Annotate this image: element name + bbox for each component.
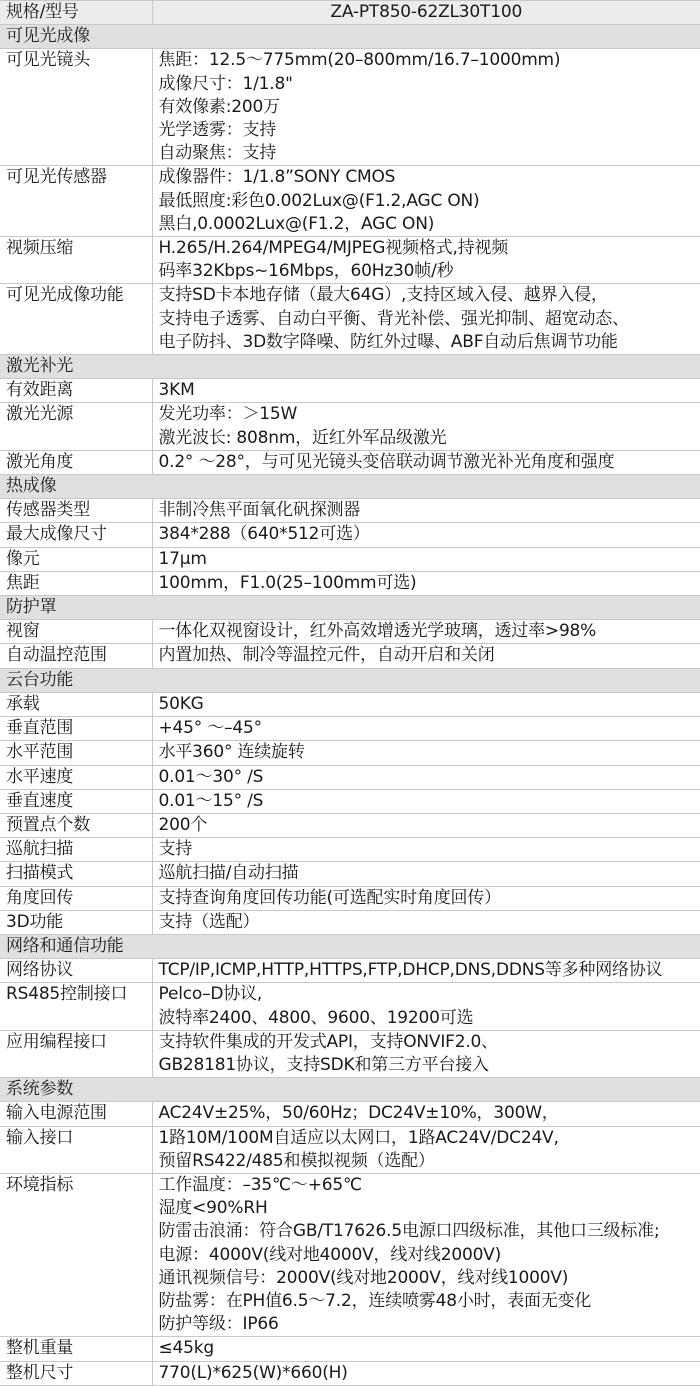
spec-value [152,547,700,571]
spec-label: 传感器类型 [0,499,152,523]
spec-value-line: 防盐雾：在PH值6.5～7.2，连续喷雾48小时，表面无变化 [159,1290,700,1313]
section-header-row [0,596,700,620]
model-value: ZA-PT850-62ZL30T100 [152,1,700,25]
spec-row [0,838,700,862]
spec-label: 视窗 [0,620,152,644]
spec-row [0,620,700,644]
spec-row [0,862,700,886]
spec-row [0,499,700,523]
spec-value [152,499,700,523]
spec-value-line: 焦距：12.5～775mm(20–800mm/16.7–1000mm) [159,49,700,72]
section-title: 热成像 [0,475,700,499]
spec-row [0,717,700,741]
spec-label: 输入电源范围 [0,1102,152,1126]
spec-value [152,166,700,237]
spec-value [152,741,700,765]
spec-value-line: 预留RS422/485和模拟视频（选配） [159,1150,700,1173]
spec-value-line: AC24V±25%，50/60Hz；DC24V±10%，300W， [159,1102,700,1125]
spec-row [0,1126,700,1173]
section-title: 系统参数 [0,1078,700,1102]
spec-label: 垂直速度 [0,789,152,813]
spec-value [152,620,700,644]
spec-value-line: 巡航扫描/自动扫描 [159,862,700,885]
spec-value-line: 0.2° ～28°，与可见光镜头变倍联动调节激光补光角度和强度 [159,451,700,474]
spec-value-line: 17μm [159,548,700,571]
spec-label: 巡航扫描 [0,838,152,862]
spec-value-line: 波特率2400、4800、9600、19200可选 [159,1007,700,1030]
spec-value [152,838,700,862]
spec-value [152,717,700,741]
spec-value-line: 内置加热、制冷等温控元件，自动开启和关闭 [159,644,700,667]
spec-row [0,692,700,716]
spec-row [0,910,700,934]
spec-label: 扫描模式 [0,862,152,886]
spec-value-line: 3KM [159,379,700,402]
spec-value [152,1361,700,1385]
spec-value-line: 一体化双视窗设计，红外高效增透光学玻璃，透过率>98% [159,620,700,643]
spec-label: 自动温控范围 [0,644,152,668]
spec-value-line: 200个 [159,814,700,837]
spec-value [152,237,700,284]
spec-value [152,571,700,595]
spec-value [152,862,700,886]
spec-value [152,813,700,837]
spec-value-line: 50KG [159,693,700,716]
section-header-row [0,668,700,692]
spec-value [152,1030,700,1077]
spec-value [152,523,700,547]
spec-row [0,450,700,474]
spec-value-line: 100mm，F1.0(25–100mm可选) [159,572,700,595]
spec-row [0,813,700,837]
spec-label: 整机尺寸 [0,1361,152,1385]
spec-row [0,1173,700,1336]
section-title: 网络和通信功能 [0,934,700,958]
spec-label: 有效距离 [0,379,152,403]
section-title: 云台功能 [0,668,700,692]
spec-row [0,49,700,166]
spec-value-line: 水平360° 连续旋转 [159,741,700,764]
spec-value [152,450,700,474]
spec-label: 焦距 [0,571,152,595]
spec-value [152,910,700,934]
spec-value [152,379,700,403]
spec-value-line: 激光波长: 808nm，近红外军品级激光 [159,427,700,450]
spec-row [0,571,700,595]
spec-row [0,1361,700,1385]
section-title: 防护罩 [0,596,700,620]
spec-value [152,765,700,789]
spec-value-line: 非制冷焦平面氧化矾探测器 [159,499,700,522]
spec-value-line: 1路10M/100M自适应以太网口，1路AC24V/DC24V, [159,1127,700,1150]
spec-value [152,1173,700,1336]
spec-label: 激光光源 [0,403,152,450]
spec-row [0,237,700,284]
spec-value-line: 770(L)*625(W)*660(H) [159,1362,700,1385]
spec-row [0,547,700,571]
spec-value-line: 成像器件：1/1.8”SONY CMOS [159,166,700,189]
spec-value-line: 支持（选配） [159,911,700,934]
spec-value [152,959,700,983]
spec-row [0,403,700,450]
spec-value-line: 最低照度:彩色0.002Lux@(F1.2,AGC ON) [159,190,700,213]
spec-value-line: 通讯视频信号：2000V(线对地2000V，线对线1000V) [159,1267,700,1290]
spec-label: 最大成像尺寸 [0,523,152,547]
section-header-row [0,1078,700,1102]
spec-value-line: H.265/H.264/MPEG4/MJPEG视频格式,持视频 [159,237,700,260]
spec-value-line: 黑白,0.0002Lux@(F1.2，AGC ON) [159,213,700,236]
spec-label: 垂直范围 [0,717,152,741]
spec-label: 可见光镜头 [0,49,152,166]
spec-value-line: 0.01～30° /S [159,766,700,789]
spec-value-line: 湿度<90%RH [159,1197,700,1220]
spec-value [152,789,700,813]
spec-value [152,1102,700,1126]
spec-label: 环境指标 [0,1173,152,1336]
spec-value-line: ≤45kg [159,1337,700,1360]
spec-label: 可见光传感器 [0,166,152,237]
spec-value-line: 支持电子透雾、自动白平衡、背光补偿、强光抑制、超宽动态、 [159,308,700,331]
spec-value [152,403,700,450]
spec-value [152,644,700,668]
spec-value-line: 0.01～15° /S [159,790,700,813]
spec-row [0,983,700,1030]
spec-label: 整机重量 [0,1337,152,1361]
model-label: 规格/型号 [0,1,152,25]
spec-label: 输入接口 [0,1126,152,1173]
spec-value-line: 支持查询角度回传功能(可选配实时角度回传） [159,887,700,910]
spec-label: 像元 [0,547,152,571]
spec-label: 网络协议 [0,959,152,983]
spec-value-line: 工作温度：–35℃～+65℃ [159,1174,700,1197]
spec-label: 水平范围 [0,741,152,765]
spec-value [152,886,700,910]
section-header-row [0,25,700,49]
spec-label: 3D功能 [0,910,152,934]
spec-label: 视频压缩 [0,237,152,284]
spec-label: 角度回传 [0,886,152,910]
spec-row [0,1102,700,1126]
section-header-row [0,475,700,499]
spec-value-line: 384*288（640*512可选） [159,523,700,546]
spec-label: 应用编程接口 [0,1030,152,1077]
spec-table-body [0,1,700,1386]
spec-value-line: 光学透雾：支持 [159,119,700,142]
spec-value-line: +45° ～–45° [159,717,700,740]
spec-value [152,284,700,355]
spec-value-line: 防雷击浪涌：符合GB/T17626.5电源口四级标准，其他口三级标准; [159,1220,700,1243]
spec-value-line: GB28181协议，支持SDK和第三方平台接入 [159,1054,700,1077]
spec-value-line: 发光功率：＞15W [159,403,700,426]
spec-value [152,692,700,716]
spec-value [152,49,700,166]
spec-row [0,959,700,983]
spec-row [0,523,700,547]
spec-value-line: TCP/IP,ICMP,HTTP,HTTPS,FTP,DHCP,DNS,DDNS等多种网络协议 [159,959,700,982]
spec-value-line: 有效像素:200万 [159,96,700,119]
spec-value [152,1126,700,1173]
spec-row [0,741,700,765]
spec-value [152,1337,700,1361]
spec-label: 预置点个数 [0,813,152,837]
section-title: 可见光成像 [0,25,700,49]
spec-label: 承载 [0,692,152,716]
spec-value-line: 防护等级：IP66 [159,1313,700,1336]
spec-row [0,166,700,237]
spec-label: RS485控制接口 [0,983,152,1030]
model-row [0,1,700,25]
spec-value-line: 电源：4000V(线对地4000V，线对线2000V) [159,1244,700,1267]
spec-row [0,765,700,789]
spec-row [0,886,700,910]
spec-row [0,789,700,813]
spec-row [0,379,700,403]
spec-value-line: 电子防抖、3D数字降噪、防红外过曝、ABF自动后焦调节功能 [159,331,700,354]
spec-value [152,983,700,1030]
spec-value-line: 支持软件集成的开发式API，支持ONVIF2.0、 [159,1031,700,1054]
section-header-row [0,934,700,958]
spec-value-line: 支持 [159,838,700,861]
spec-row [0,284,700,355]
spec-label: 水平速度 [0,765,152,789]
spec-value-line: 码率32Kbps~16Mbps，60Hz30帧/秒 [159,260,700,283]
section-header-row [0,355,700,379]
spec-value-line: 自动聚焦：支持 [159,142,700,165]
spec-row [0,644,700,668]
spec-label: 激光角度 [0,450,152,474]
spec-row [0,1030,700,1077]
spec-value-line: Pelco–D协议, [159,983,700,1006]
spec-value-line: 成像尺寸：1/1.8" [159,73,700,96]
spec-label: 可见光成像功能 [0,284,152,355]
spec-value-line: 支持SD卡本地存储（最大64G）,支持区域入侵、越界入侵， [159,284,700,307]
spec-row [0,1337,700,1361]
section-title: 激光补光 [0,355,700,379]
